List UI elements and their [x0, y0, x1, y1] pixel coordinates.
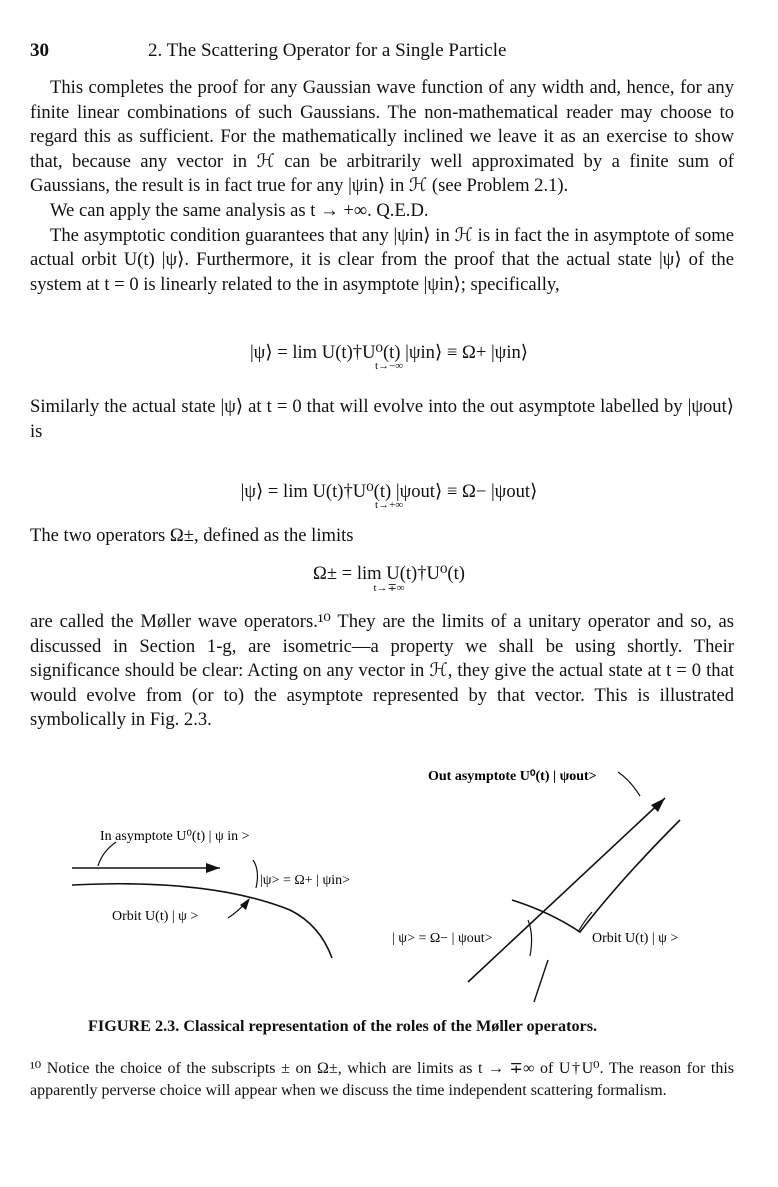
paragraph-out-asymptote: Similarly the actual state |ψ⟩ at t = 0 that will evolve into the out asymptote labelled by |ψout⟩ is	[30, 396, 734, 442]
label-orbit-left: Orbit U(t) | ψ >	[112, 909, 199, 924]
paragraph-asymptotic-condition: The asymptotic condition guarantees that any |ψin⟩ in ℋ is in fact the in asymptote of some actual orbit U(t) |ψ⟩. Furthermore, it is clear from the proof that the actual state |ψ⟩ of the system at t = 0 is linearly related to the in asymptote |ψin⟩; specifically,	[30, 224, 734, 295]
label-orbit-right: Orbit U(t) | ψ >	[592, 931, 679, 946]
equation-omega-plus-text: |ψ⟩ = lim U(t)†U⁰(t) |ψin⟩ ≡ Ω+ |ψin⟩	[249, 342, 529, 363]
equation-omega-minus-text: |ψ⟩ = lim U(t)†U⁰(t) |ψout⟩ ≡ Ω− |ψout⟩	[240, 481, 538, 502]
figure-caption: FIGURE 2.3. Classical representation of the roles of the Møller operators.	[88, 1017, 598, 1035]
running-header	[30, 40, 507, 62]
orbit-left-curve	[72, 884, 332, 958]
out-asymptote-line	[468, 798, 665, 982]
paragraph-two-operators: The two operators Ω±, defined as the limits	[30, 525, 354, 546]
orbit-left-arrowhead	[240, 898, 250, 910]
equation-moller-definition-text: Ω± = lim U(t)†U⁰(t)	[313, 563, 465, 584]
main-text-top	[30, 76, 734, 297]
chapter-title: 2. The Scattering Operator for a Single Particle	[148, 40, 507, 61]
equation-moller-definition-limit: t→∓∞	[373, 582, 405, 594]
label-psi-plus: |ψ> = Ω+ | ψin>	[260, 873, 351, 888]
main-text-similarly	[30, 395, 734, 444]
paragraph-qed: We can apply the same analysis as t → +∞. Q.E.D.	[50, 199, 429, 221]
orbit-right-curve	[512, 820, 680, 932]
in-asymptote-leader	[98, 842, 116, 866]
orbit-right-tail	[534, 960, 548, 1002]
equation-omega-plus-limit: t→−∞	[374, 360, 404, 372]
equation-omega-minus-limit: t→+∞	[374, 499, 404, 511]
in-asymptote-arrowhead	[206, 863, 220, 873]
out-asymptote-leader	[618, 772, 640, 796]
footnote-10: ¹⁰ Notice the choice of the subscripts ± on Ω±, which are limits as t → ∓∞ of U†U⁰. The reason for this apparently perverse choice will appear when we discuss the time independent scattering formalism.	[30, 1060, 734, 1099]
label-out-asymptote: Out asymptote U⁰(t) | ψout>	[428, 769, 597, 784]
main-text-operators	[30, 524, 734, 549]
equation-omega-minus	[0, 481, 778, 511]
page-number: 30	[30, 40, 49, 61]
label-psi-minus: | ψ> = Ω− | ψout>	[392, 931, 493, 946]
main-text-moller	[30, 610, 734, 733]
figure-moller-diagram	[60, 760, 740, 1030]
paragraph-proof-completion: This completes the proof for any Gaussian wave function of any width and, hence, for any finite linear combinations of such Gaussians. The non-mathematical reader may choose to regard this as sufficient. For the mathematically inclined we leave it as an exercise to show that, because any vector in ℋ can be arbitrarily well approximated by a finite sum of Gaussians, the result is in fact true for any |ψin⟩ in ℋ (see Problem 2.1).	[30, 77, 734, 197]
psi-plus-bracket	[253, 860, 257, 888]
orbit-right-leader	[578, 912, 592, 932]
equation-moller-definition	[0, 563, 778, 594]
paragraph-moller-operators: are called the Møller wave operators.¹⁰ They are the limits of a unitary operator and so, as discussed in Section 1-g, are isometric—a property we shall be using shortly. Their significance should be clear: Acting on any vector in ℋ, they give the actual state at t = 0 that would evolve from (or to) the asymptote represented by that vector. This is illustrated symbolically in Fig. 2.3.	[30, 611, 734, 731]
label-in-asymptote: In asymptote U⁰(t) | ψ in >	[100, 829, 250, 844]
equation-omega-plus	[0, 342, 778, 372]
